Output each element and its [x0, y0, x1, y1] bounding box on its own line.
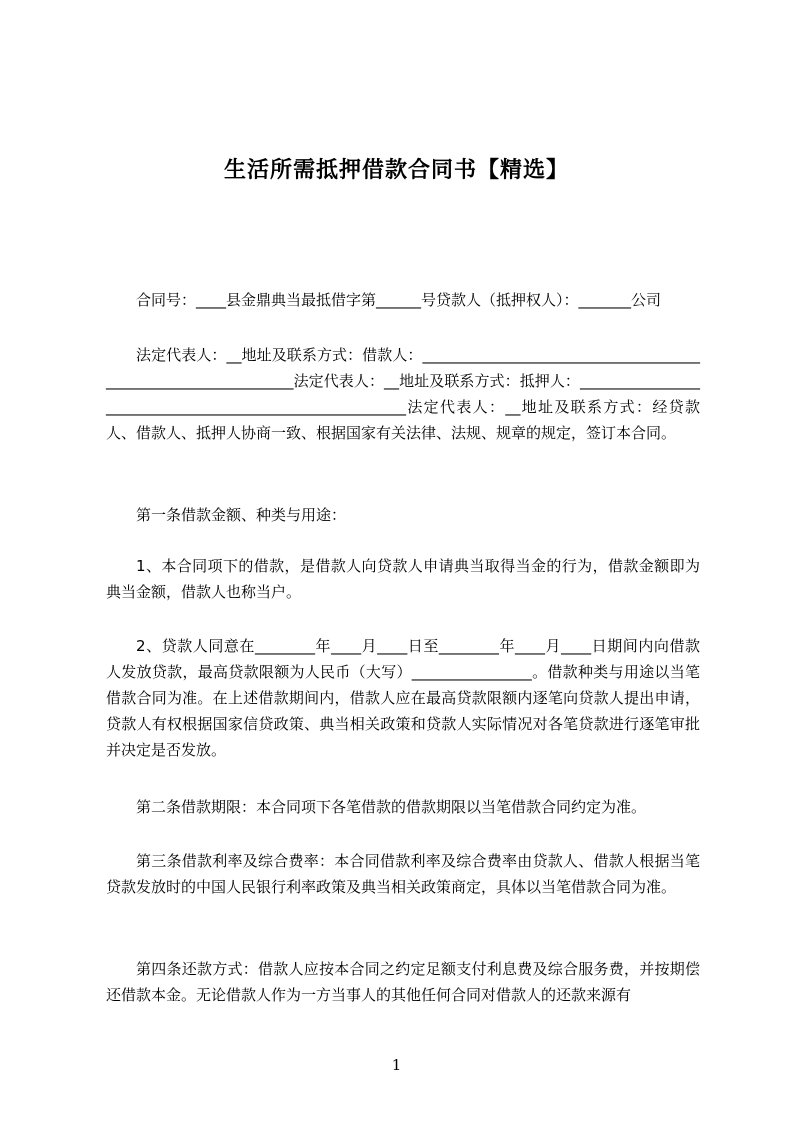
article-3-paragraph: 第三条借款利率及综合费率：本合同借款利率及综合费率由贷款人、借款人根据当笔贷款发放时的中国人民银行利率政策及典当相关政策商定，具体以当笔借款合同为准。 [106, 852, 700, 896]
article-1-heading: 第一条借款金额、种类与用途： [136, 506, 347, 524]
document-title: 生活所需抵押借款合同书【精选】 [223, 157, 569, 183]
article-1-item-2: 2、贷款人同意在________年____月____日至________年____月____日期间内向借款人发放贷款，最高贷款限额为人民币（大写）________________。借款种类与用途以当笔借款合同为准。在上述借款期间内，借款人应在最高贷款限额内逐笔向贷款人提出申请，贷款人有权根据国家信贷政策、典当相关政策和贷款人实际情况对各笔贷款进行逐笔审批并决定是否发放。 [106, 637, 700, 759]
article-2-paragraph: 第二条借款期限：本合同项下各笔借款的借款期限以当笔借款合同约定为准。 [136, 798, 647, 816]
article-4-paragraph: 第四条还款方式：借款人应按本合同之约定足额支付利息费及综合服务费，并按期偿还借款本金。无论借款人作为一方当事人的其他任何合同对借款人的还款来源有 [106, 960, 700, 1004]
contract-number-paragraph: 合同号：____县金鼎典当最抵借字第______号贷款人（抵押权人）：_______公司 [136, 291, 662, 309]
parties-paragraph: 法定代表人：__地址及联系方式：借款人：______________________________________________________________法定代表人：__地址及联系方式：抵押人：________________________________________________________法定代表人：__地址及联系方式：经贷款人、借款人、抵押人协商一致、根据国家有关法律、法规、规章的规定，签订本合同。 [106, 346, 700, 442]
article-1-item-1: 1、本合同项下的借款，是借款人向贷款人申请典当取得当金的行为，借款金额即为典当金额，借款人也称当户。 [106, 557, 700, 601]
page-number: 1 [391, 1056, 402, 1074]
